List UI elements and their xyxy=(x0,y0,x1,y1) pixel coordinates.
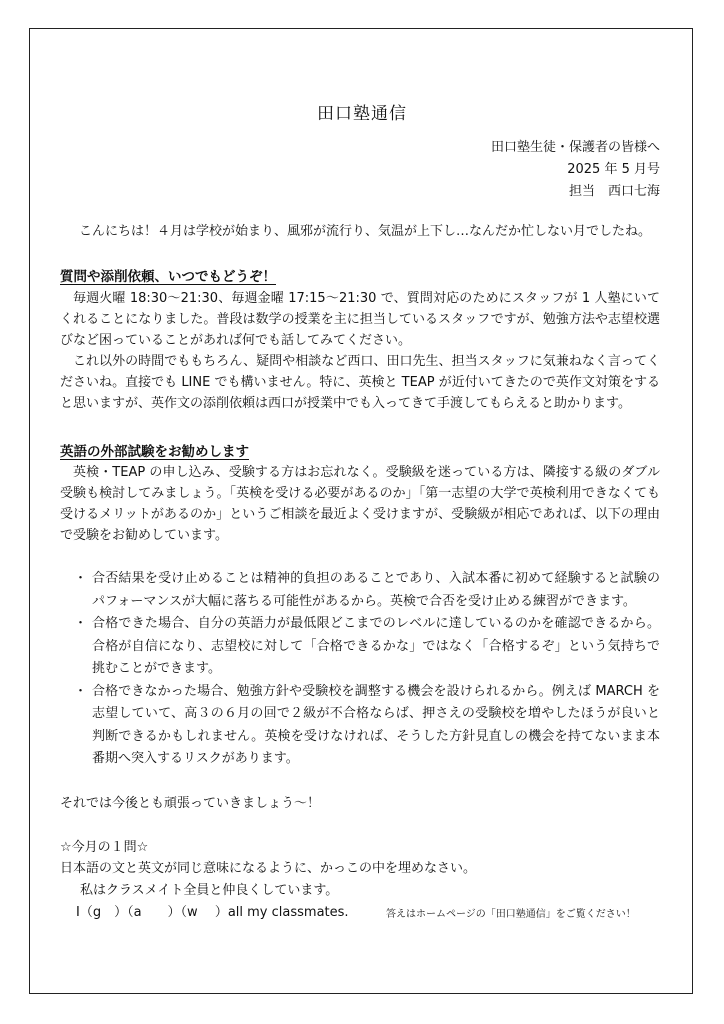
list-item: ・ 合格できなかった場合、勉強方針や受験校を調整する機会を設けられるから。例えば MARCH を志望していて、高３の６月の回で２級が不合格ならば、押さえの受験校を増やしたほうが良いと判断できるかもしれません。英検を受けなければ、そうした方針見直しの機会を持てないまま本番期へ突入するリスクがあります。 xyxy=(60,681,660,771)
newsletter-title: 田口塾通信 xyxy=(317,104,407,124)
quiz-japanese-sentence: 私はクラスメイト全員と仲良くしています。 xyxy=(80,883,339,898)
quiz-instruction: 日本語の文と英文が同じ意味になるように、かっこの中を埋めなさい。 xyxy=(60,861,477,876)
quiz-heading: ☆今月の１問☆ xyxy=(60,840,149,855)
issue-date: 2025 年 5 月号 xyxy=(567,162,660,177)
author: 担当 西口七海 xyxy=(568,184,660,199)
section2-heading: 英語の外部試験をお勧めします xyxy=(60,444,249,460)
list-item: ・ 合格できた場合、自分の英語力が最低限どこまでのレベルに達しているのかを確認できるから。合格が自信になり、志望校に対して「合格できるかな」ではなく「合格するぞ」という気持ちで挑むことができます。 xyxy=(60,613,660,681)
recipients: 田口塾生徒・保護者の皆様へ xyxy=(490,140,660,155)
list-item: ・ 合否結果を受け止めることは精神的負担のあることであり、入試本番に初めて経験すると試験のパフォーマンスが大幅に落ちる可能性があるから。英検で合否を受け止める練習ができます。 xyxy=(60,568,660,613)
section1-paragraph-1: 毎週火曜 18:30～21:30、毎週金曜 17:15～21:30 で、質問対応のためにスタッフが 1 人塾にいてくれることになりました。普段は数学の授業を主に担当しているスタッフですが、勉強方法や志望校選びなど困っていることがあれば何でも話してみてください。 xyxy=(60,291,661,348)
quiz-answer-note: 答えはホームページの「田口塾通信」をご覧ください！ xyxy=(386,909,636,920)
header-info xyxy=(491,137,660,203)
section1-heading: 質問や添削依頼、いつでもどうぞ！ xyxy=(60,269,276,285)
section2-paragraph-1: 英検・TEAP の申し込み、受験する方はお忘れなく。受験級を迷っている方は、隣接する級のダブル受験も検討してみましょう。「英検を受ける必要があるのか」「第一志望の大学で英検利用できなくても受けるメリットがあるのか」というご相談を最近よく受けますが、受験級が相応であれば、以下の理由で受験をお勧めしています。 xyxy=(60,465,660,543)
reasons-list xyxy=(60,568,660,771)
closing-line: それでは今後とも頑張っていきましょう～！ xyxy=(60,796,321,811)
quiz-english-sentence: I（g ）（a ）（w ）all my classmates. xyxy=(76,905,349,920)
section1-paragraph-2: これ以外の時間でももちろん、疑問や相談など西口、田口先生、担当スタッフに気兼ねなく言ってくださいね。直接でも LINE でも構いません。特に、英検と TEAP が近付いてきたので英作文対策をすると思いますが、英作文の添削依頼は西口が授業中でも入ってきて手渡してもらえると助かります。 xyxy=(60,354,660,411)
greeting: こんにちは！４月は学校が始まり、風邪が流行り、気温が上下し…なんだか忙しない月でしたね。 xyxy=(79,224,652,239)
